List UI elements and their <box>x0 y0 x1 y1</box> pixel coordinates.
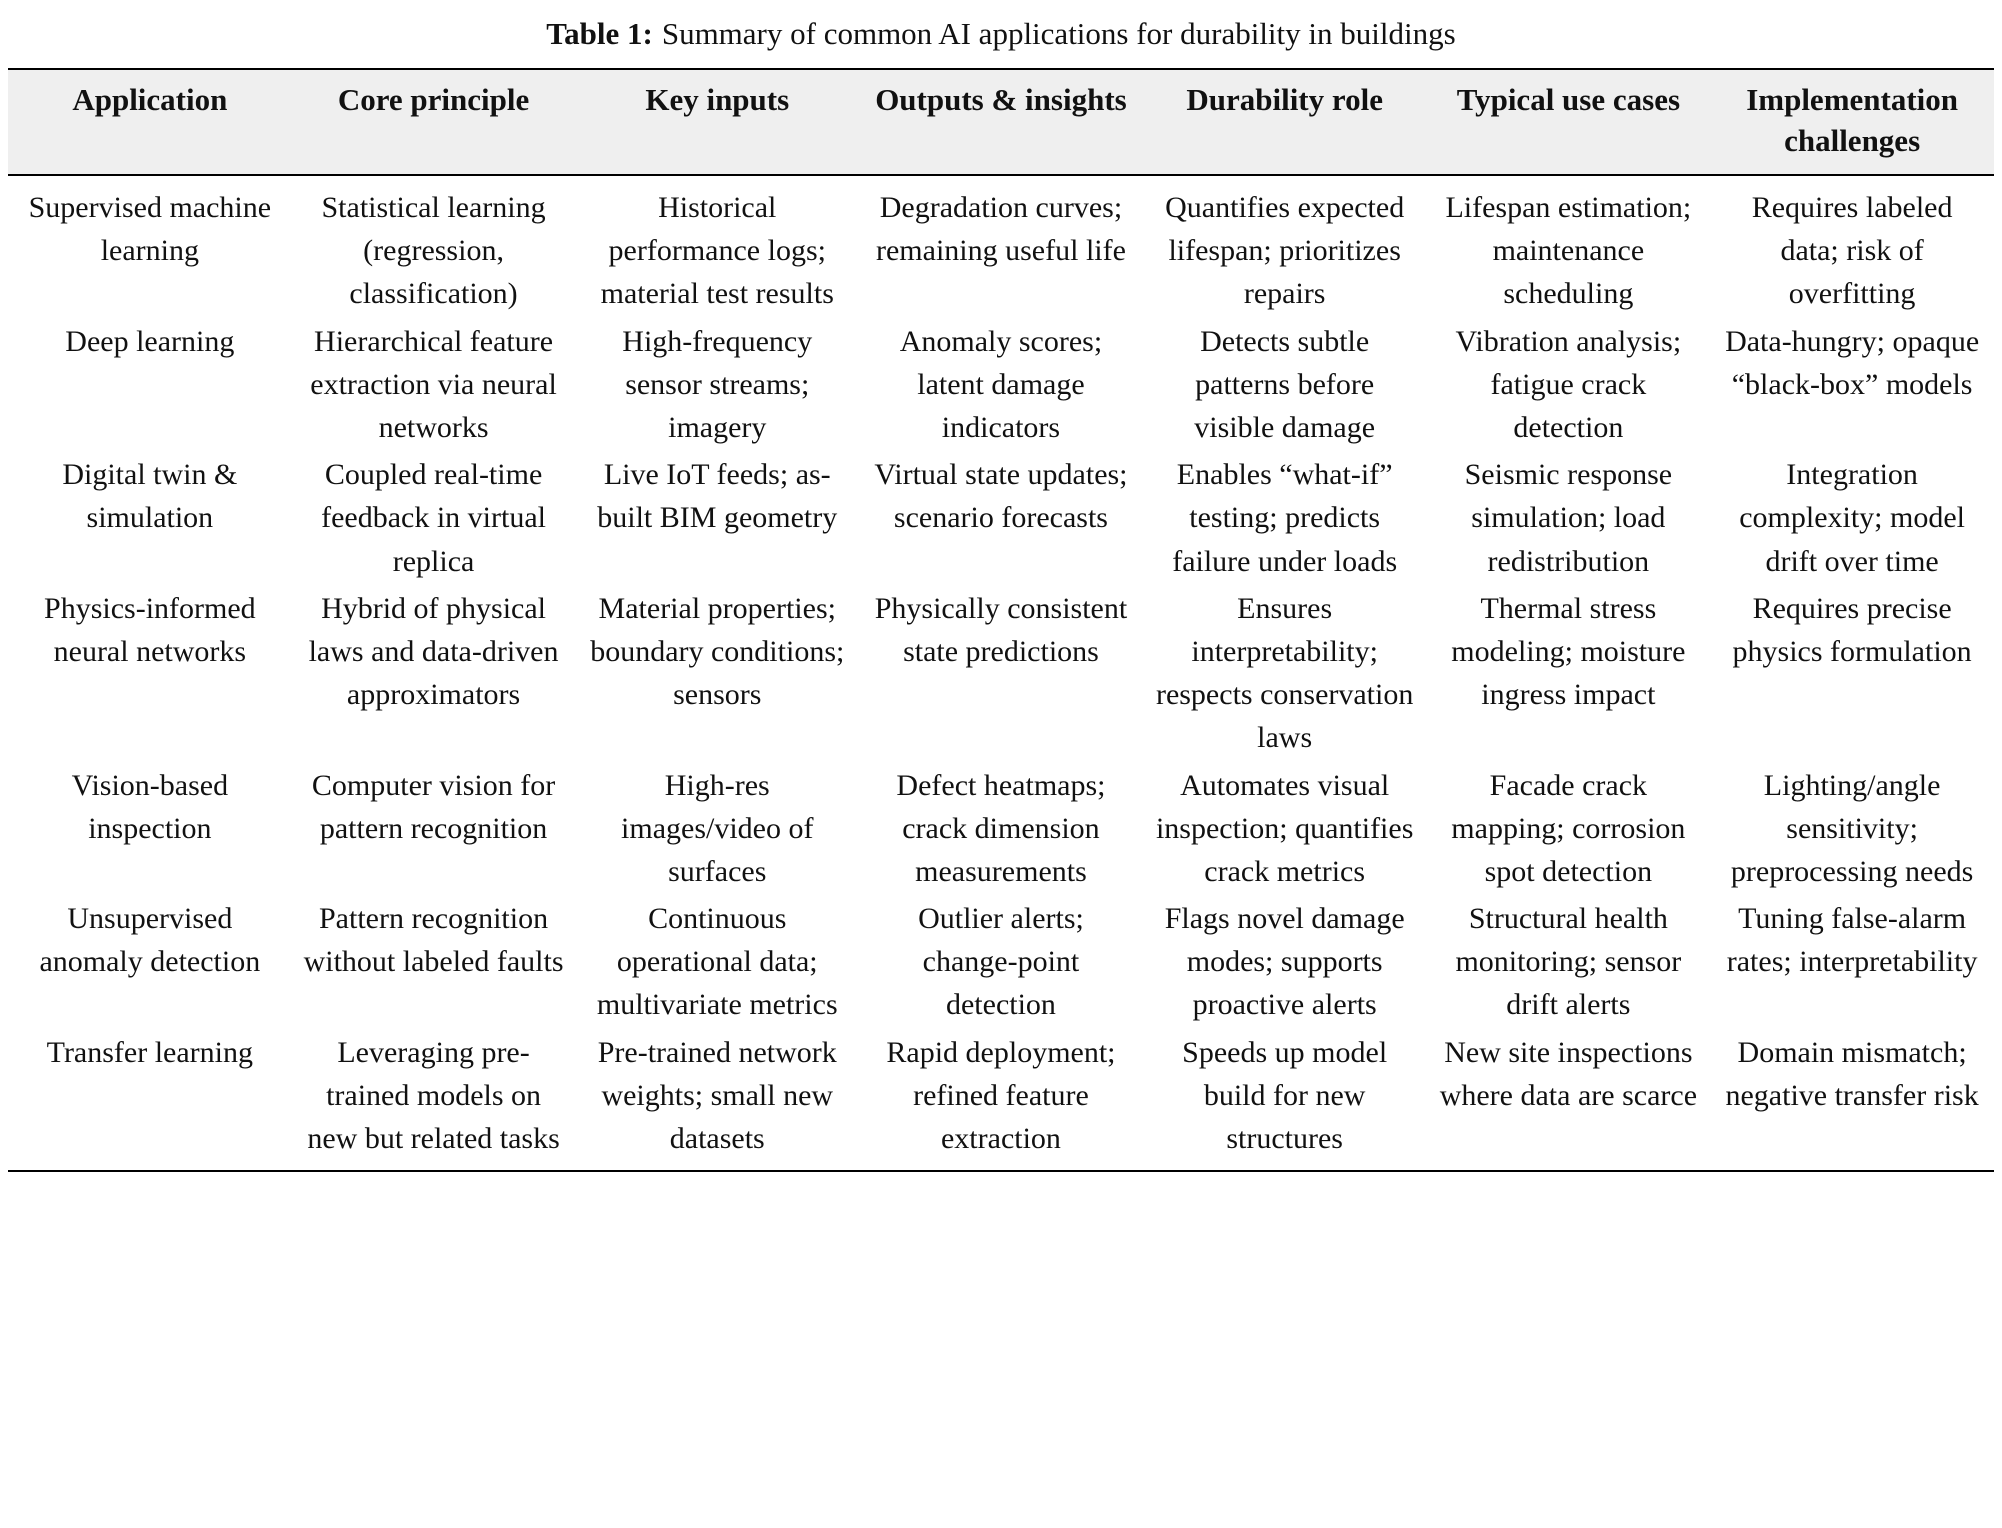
cell-core-principle: Leveraging pre-trained models on new but related tasks <box>307 1035 560 1156</box>
cell-typical-use-cases: Lifespan estimation; maintenance scheduling <box>1445 191 1692 311</box>
table-body <box>8 175 1994 1171</box>
cell-outputs-insights: Degradation curves; remaining useful life <box>876 191 1126 268</box>
column-header-core-principle: Core principle <box>292 69 576 175</box>
cell-key-inputs: High-frequency sensor streams; imagery <box>622 324 813 445</box>
cell-key-inputs: Live IoT feeds; as-built BIM geometry <box>597 458 838 535</box>
cell-application: Physics-informed neural networks <box>44 591 256 668</box>
cell-typical-use-cases: Structural health monitoring; sensor drift alerts <box>1455 902 1682 1022</box>
cell-implementation-challenges: Requires labeled data; risk of overfitting <box>1751 191 1953 311</box>
cell-typical-use-cases: Seismic response simulation; load redistribution <box>1464 458 1673 578</box>
cell-core-principle: Computer vision for pattern recognition <box>311 768 556 845</box>
cell-typical-use-cases: Facade crack mapping; corrosion spot detection <box>1451 768 1686 888</box>
column-header-implementation-challenges: Implementation challenges <box>1710 69 1994 175</box>
cell-application: Unsupervised anomaly detection <box>39 902 261 979</box>
cell-typical-use-cases: Thermal stress modeling; moisture ingress impact <box>1451 591 1686 712</box>
cell-durability-role: Quantifies expected lifespan; prioritizes repairs <box>1165 191 1405 311</box>
table-caption-label: Table 1: <box>546 16 653 51</box>
cell-implementation-challenges: Domain mismatch; negative transfer risk <box>1725 1035 1979 1112</box>
table-caption-text: Summary of common AI applications for durability in buildings <box>661 16 1456 51</box>
cell-outputs-insights: Anomaly scores; latent damage indicators <box>899 324 1103 445</box>
table-row-deep-learning <box>8 318 1994 452</box>
table-row-physics-informed-nn <box>8 585 1994 762</box>
cell-core-principle: Pattern recognition without labeled faults <box>303 902 564 979</box>
cell-key-inputs: Material properties; boundary conditions; sensors <box>590 591 845 712</box>
cell-implementation-challenges: Tuning false-alarm rates; interpretability <box>1726 902 1978 979</box>
cell-typical-use-cases: Vibration analysis; fatigue crack detection <box>1455 324 1682 445</box>
cell-outputs-insights: Virtual state updates; scenario forecasts <box>874 458 1128 535</box>
table-row-transfer-learning <box>8 1029 1994 1172</box>
column-header-outputs-insights: Outputs & insights <box>859 69 1143 175</box>
cell-implementation-challenges: Integration complexity; model drift over time <box>1739 458 1965 578</box>
cell-outputs-insights: Outlier alerts; change-point detection <box>918 902 1084 1022</box>
cell-outputs-insights: Physically consistent state predictions <box>874 591 1128 668</box>
cell-outputs-insights: Rapid deployment; refined feature extraction <box>886 1035 1116 1156</box>
header-row <box>8 69 1994 175</box>
cell-application: Transfer learning <box>46 1035 254 1069</box>
table-row-digital-twin <box>8 451 1994 585</box>
cell-durability-role: Automates visual inspection; quantifies crack metrics <box>1155 768 1414 888</box>
cell-application: Digital twin & simulation <box>62 458 238 535</box>
cell-key-inputs: High-res images/video of surfaces <box>621 768 814 888</box>
column-header-application: Application <box>8 69 292 175</box>
cell-outputs-insights: Defect heatmaps; crack dimension measurements <box>896 768 1106 888</box>
cell-durability-role: Ensures interpretability; respects conservation laws <box>1155 591 1414 755</box>
cell-durability-role: Detects subtle patterns before visible damage <box>1194 324 1376 445</box>
cell-key-inputs: Pre-trained network weights; small new datasets <box>597 1035 837 1156</box>
cell-implementation-challenges: Requires precise physics formulation <box>1732 591 1972 668</box>
table-row-supervised-ml <box>8 175 1994 318</box>
cell-key-inputs: Continuous operational data; multivariate metrics <box>596 902 838 1022</box>
cell-core-principle: Hierarchical feature extraction via neural networks <box>310 324 557 445</box>
column-header-key-inputs: Key inputs <box>575 69 859 175</box>
cell-implementation-challenges: Data-hungry; opaque “black-box” models <box>1725 324 1980 401</box>
cell-application: Supervised machine learning <box>28 191 272 268</box>
cell-core-principle: Coupled real-time feedback in virtual replica <box>321 458 546 578</box>
cell-key-inputs: Historical performance logs; material test results <box>600 191 834 311</box>
table-row-vision-inspection <box>8 762 1994 896</box>
cell-core-principle: Hybrid of physical laws and data-driven approximators <box>308 591 559 712</box>
cell-core-principle: Statistical learning (regression, classification) <box>321 191 546 311</box>
ai-applications-table <box>8 68 1994 1172</box>
cell-durability-role: Flags novel damage modes; supports proactive alerts <box>1164 902 1405 1022</box>
column-header-typical-use-cases: Typical use cases <box>1427 69 1711 175</box>
table-header <box>8 69 1994 175</box>
cell-durability-role: Enables “what-if” testing; predicts failure under loads <box>1172 458 1398 578</box>
cell-application: Vision-based inspection <box>71 768 229 845</box>
table-caption <box>8 8 1994 68</box>
cell-typical-use-cases: New site inspections where data are scarce <box>1439 1035 1698 1112</box>
cell-implementation-challenges: Lighting/angle sensitivity; preprocessing needs <box>1730 768 1974 888</box>
column-header-durability-role: Durability role <box>1143 69 1427 175</box>
cell-durability-role: Speeds up model build for new structures <box>1182 1035 1388 1156</box>
cell-application: Deep learning <box>65 324 235 358</box>
table-row-unsupervised-anomaly <box>8 895 1994 1029</box>
